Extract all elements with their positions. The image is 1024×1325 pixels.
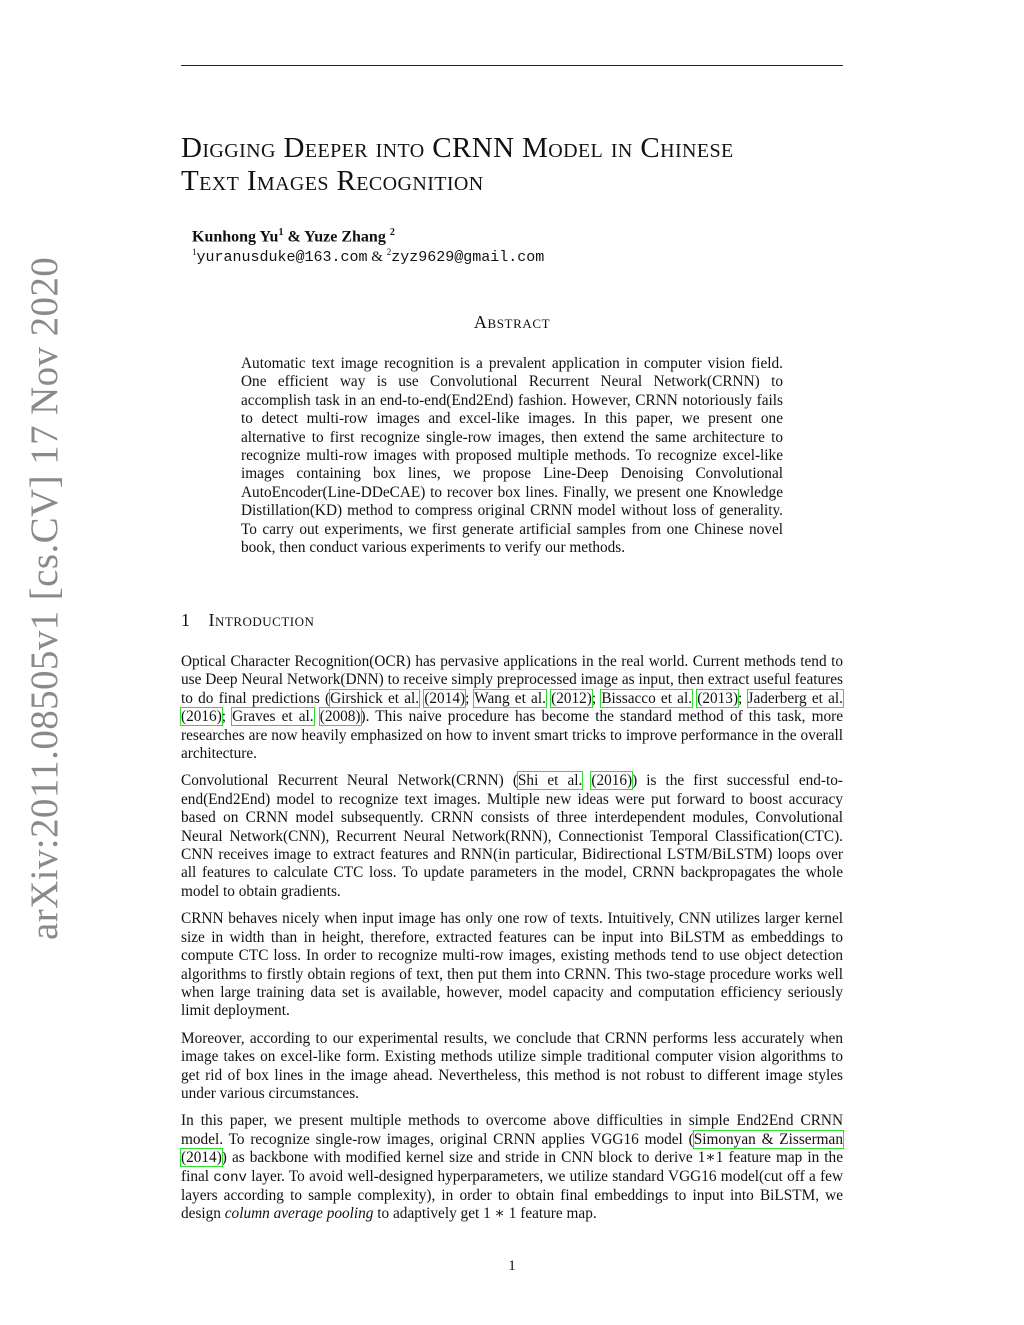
page-number: 1 bbox=[508, 1258, 516, 1274]
citation-year-link[interactable]: (2014) bbox=[424, 689, 466, 707]
paragraph-text: Convolutional Recurrent Neural Network(CRNN) ( bbox=[181, 772, 518, 790]
paragraph-text: to adaptively get 1 ∗ 1 feature map. bbox=[373, 1205, 597, 1223]
email-1-marker: 1 bbox=[192, 247, 197, 257]
paragraph-text: ) is the first successful end-to-end(End2End) model to recognize text images. Multiple new ideas were put forward to boost accuracy based on CRNN model subsequently. CRNN consists of three interdependent modules, Convolutional Neural Network(CNN), Recurrent Neural Network(RNN), Connectionist Temporal Classification(CTC). CNN receives image to extract features and RNN(in particular, Bidirectional LSTM/BiLSTM) loops over all features to calculate CTC loss. To update parameters in the model, CRNN backpropagates the whole model to obtain gradients. bbox=[181, 772, 844, 900]
author-emails bbox=[192, 247, 544, 266]
paragraph-text: In this paper, we present multiple methods to overcome above difficulties in simple End2End CRNN model. To recognize single-row images, original CRNN applies VGG16 model ( bbox=[181, 1112, 843, 1148]
inline-code: conv bbox=[213, 1169, 247, 1186]
citation-link[interactable]: Girshick et al. bbox=[330, 689, 420, 707]
citation-link[interactable]: Bissacco et al. bbox=[601, 689, 693, 707]
author-list bbox=[192, 227, 395, 246]
citation-year-link[interactable]: (2014) bbox=[181, 1149, 222, 1167]
citation-year-link[interactable]: (2008) bbox=[319, 708, 361, 726]
intro-paragraph-3: CRNN behaves nicely when input image has only one row of texts. Intuitively, CNN utilizes larger kernel size in width than in height, therefore, extracted features can be input into BiLSTM as embeddings to compute CTC loss. In order to recognize multi-row images, existing methods tend to use object detection algorithms to firstly obtain regions of text, then put them into CRNN. This two-stage procedure works well when large training data set is available, however, model capacity and computation efficiency seriously limit deployment. bbox=[181, 910, 843, 1020]
email-2[interactable]: zyz9629@gmail.com bbox=[391, 249, 545, 266]
author-2: Yuze Zhang bbox=[304, 228, 390, 246]
emphasized-term: column average pooling bbox=[224, 1205, 374, 1223]
citation-year-link[interactable]: (2016) bbox=[181, 708, 222, 726]
citation-link[interactable]: Graves et al. bbox=[232, 708, 314, 726]
author-1-affiliation: 1 bbox=[278, 227, 284, 238]
intro-paragraph-4: Moreover, according to our experimental results, we conclude that CRNN performs less accurately when image takes on excel-like form. Existing methods utilize simple traditional computer vision algorithms to get rid of box lines in the image ahead. Nevertheless, this method is not robust to different image styles under various circumstances. bbox=[181, 1029, 843, 1102]
section-heading-introduction bbox=[181, 610, 314, 631]
paragraph-text: Optical Character Recognition(OCR) has pervasive applications in the real world. Current methods tend to use Deep Neural Network(DNN) to receive simply preprocessed image as input, then extract useful features to do final predictions ( bbox=[181, 653, 843, 707]
author-1: Kunhong Yu bbox=[192, 228, 279, 246]
paragraph-text: ). This naive procedure has become the standard method of this task, more researches are now heavily emphasized on how to invent smart tricks to improve performance in the overall architecture. bbox=[181, 708, 844, 763]
intro-paragraph-5 bbox=[181, 1112, 843, 1223]
title-line-1: Digging Deeper into CRNN Model in Chinese bbox=[181, 132, 734, 164]
citation-link[interactable]: Shi et al. bbox=[517, 772, 583, 790]
arxiv-identifier: arXiv:2011.08505v1 [cs.CV] 17 Nov 2020 bbox=[23, 256, 66, 940]
citation-separator: ; bbox=[465, 689, 475, 707]
citation-separator: ; bbox=[591, 689, 602, 707]
email-separator: & bbox=[367, 249, 387, 265]
citation-link[interactable]: Simonyan & Zisserman bbox=[693, 1130, 843, 1148]
citation-link[interactable]: Wang et al. bbox=[474, 689, 546, 707]
intro-paragraph-2 bbox=[181, 772, 843, 901]
paper-title bbox=[181, 132, 851, 198]
author-2-affiliation: 2 bbox=[389, 227, 395, 238]
citation-separator: ; bbox=[738, 689, 748, 707]
body-column bbox=[181, 653, 843, 1233]
title-line-2: Text Images Recognition bbox=[181, 165, 484, 197]
citation-year-link[interactable]: (2016) bbox=[591, 772, 633, 790]
citation-link[interactable]: Jaderberg et al. bbox=[747, 689, 843, 707]
email-1[interactable]: yuranusduke@163.com bbox=[196, 249, 368, 266]
paragraph-text: layer. To avoid well-designed hyperparameters, we utilize standard VGG16 model(cut off a few layers according to sample complexity), in order to obtain final embeddings to input into BiLSTM, we design bbox=[181, 1167, 844, 1223]
citation-year-link[interactable]: (2012) bbox=[551, 689, 592, 707]
paragraph-text: ) as backbone with modified kernel size and stride in CNN block to derive 1∗1 feature map in the final bbox=[181, 1149, 843, 1185]
author-separator: & bbox=[283, 228, 305, 246]
section-number: 1 bbox=[181, 610, 191, 630]
intro-paragraph-1 bbox=[181, 653, 843, 763]
abstract-heading: Abstract bbox=[473, 312, 551, 332]
email-2-marker: 2 bbox=[386, 247, 392, 257]
section-title: Introduction bbox=[208, 610, 315, 630]
citation-year-link[interactable]: (2013) bbox=[697, 689, 739, 707]
top-rule bbox=[181, 65, 843, 66]
abstract-text: Automatic text image recognition is a prevalent application in computer vision field. One efficient way is use Convolutional Recurrent Neural Network(CRNN) to accomplish task in an end-to-end(End2End) fashion. However, CRNN notoriously fails to detect multi-row images and excel-like images. In this paper, we present one alternative to first recognize single-row images, then extend the same architecture to recognize multi-row images with proposed multiple methods. To recognize excel-like images containing box lines, we propose Line-Deep Denoising Convolutional AutoEncoder(Line-DDeCAE) to recover box lines. Finally, we present one Knowledge Distillation(KD) method to compress original CRNN model without loss of generality. To carry out experiments, we first generate artificial samples from one Chinese novel book, then conduct various experiments to verify our methods. bbox=[241, 355, 783, 557]
citation-separator: ; bbox=[221, 708, 233, 726]
